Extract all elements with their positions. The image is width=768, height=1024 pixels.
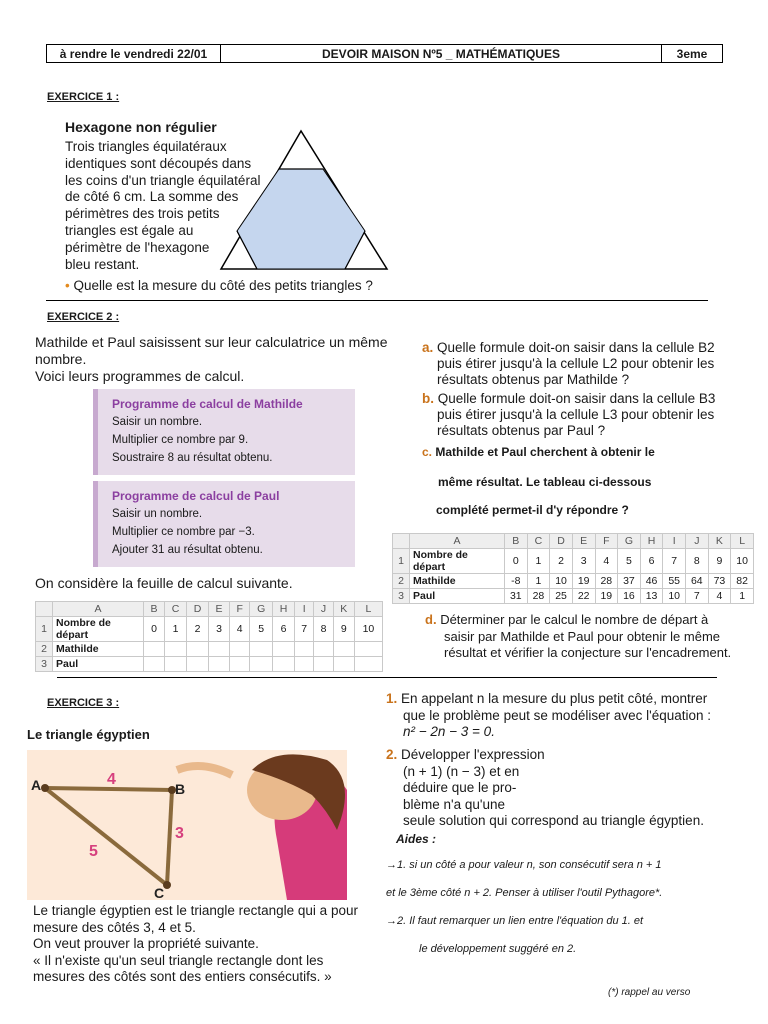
vertex-c-label: C — [154, 885, 165, 900]
text-line: résultats obtenus par Mathilde ? — [437, 372, 630, 388]
program-title: Programme de calcul de Mathilde — [112, 397, 303, 411]
cell: 4 — [595, 549, 618, 574]
aide-1: →1. si un côté a pour valeur n, son consécutif sera n + 1 — [386, 859, 662, 871]
question-1 — [386, 691, 736, 741]
cell: 28 — [595, 574, 618, 589]
col-header: D — [187, 602, 209, 617]
cell: 3 — [209, 617, 230, 642]
program-paul — [93, 481, 355, 567]
table-row — [393, 549, 754, 574]
text-line: mesures des côtés sont des entiers consécutifs. » — [33, 969, 332, 984]
cell: 73 — [708, 574, 731, 589]
cell: 82 — [731, 574, 754, 589]
cell: 7 — [295, 617, 314, 642]
row-label: Nombre de départ — [410, 549, 505, 574]
text-line: Mathilde et Paul saisissent sur leur calculatrice un même — [35, 334, 388, 350]
text-line: seule solution qui correspond au triangle égyptien. — [403, 813, 704, 828]
footnote: (*) rappel au verso — [608, 987, 691, 998]
table-row — [36, 617, 383, 642]
question-b — [422, 391, 742, 440]
text-line: (n + 1) (n − 3) et en — [403, 763, 520, 779]
cell: 3 — [572, 549, 595, 574]
exercise-1-question — [65, 278, 373, 293]
cell: 22 — [572, 589, 595, 604]
cell: 1 — [165, 617, 187, 642]
program-step: Saisir un nombre. — [112, 416, 203, 428]
col-header: G — [250, 602, 273, 617]
spreadsheet-left — [35, 601, 383, 672]
hexagon — [237, 169, 365, 269]
cell: 10 — [731, 549, 754, 574]
class-level: 3eme — [676, 46, 708, 61]
row-number: 1 — [36, 617, 53, 642]
table-row — [36, 657, 383, 672]
cell: 9 — [333, 617, 354, 642]
text-line: que le problème peut se modéliser avec l'équation : — [403, 707, 712, 723]
col-header: H — [273, 602, 295, 617]
col-header: I — [295, 602, 314, 617]
cell: 1 — [527, 574, 550, 589]
side-4-label: 4 — [107, 771, 116, 788]
col-header: F — [230, 602, 250, 617]
text-line: triangles est égale au — [65, 222, 194, 238]
text-line: bleu restant. — [65, 256, 140, 272]
cell: 64 — [686, 574, 709, 589]
cell: 0 — [505, 549, 528, 574]
col-header: L — [354, 602, 382, 617]
cell: 1 — [731, 589, 754, 604]
cell: 10 — [550, 574, 573, 589]
cell: 4 — [708, 589, 731, 604]
question-number: 2. — [386, 747, 398, 762]
question-letter: c. — [422, 445, 433, 459]
equation: n² − 2n − 3 = 0. — [403, 724, 495, 739]
program-step: Ajouter 31 au résultat obtenu. — [112, 544, 263, 556]
col-header: D — [550, 534, 573, 549]
text-line: On veut prouver la propriété suivante. — [33, 936, 259, 951]
text-line: Quelle formule doit-on saisir dans la cellule B2 — [437, 340, 715, 355]
question-letter: d. — [425, 612, 437, 627]
text-line: Quelle formule doit-on saisir dans la cellule B3 — [437, 391, 716, 406]
text-line: de côté 6 cm. La somme des — [65, 189, 239, 205]
question-d — [425, 612, 755, 662]
side-3-label: 3 — [175, 825, 184, 842]
program-title: Programme de calcul de Paul — [112, 489, 280, 503]
text-line: identiques sont découpés dans — [65, 155, 252, 171]
column-header-row — [36, 602, 383, 617]
divider — [57, 677, 717, 678]
text-line: Développer l'expression — [401, 747, 545, 762]
cell: 10 — [354, 617, 382, 642]
text-line: Mathilde et Paul cherchent à obtenir le — [435, 445, 655, 459]
cell: 37 — [618, 574, 641, 589]
text-line: Trois triangles équilatéraux — [65, 139, 227, 154]
program-step: Multiplier ce nombre par −3. — [112, 526, 255, 538]
text-line: Le triangle égyptien est le triangle rectangle qui a pour — [33, 903, 358, 918]
cell: 8 — [686, 549, 709, 574]
cell: 5 — [618, 549, 641, 574]
col-header: J — [686, 534, 709, 549]
row-label: Paul — [410, 589, 505, 604]
program-step: Soustraire 8 au résultat obtenu. — [112, 452, 273, 464]
cell: 6 — [273, 617, 295, 642]
row-label: Mathilde — [410, 574, 505, 589]
cell: 19 — [595, 589, 618, 604]
exercise-1-label: EXERCICE 1 : — [47, 91, 120, 103]
col-header: H — [640, 534, 663, 549]
question-c — [422, 445, 655, 459]
aide-2b: le développement suggéré en 2. — [419, 943, 577, 955]
col-header: B — [505, 534, 528, 549]
sheet-intro: On considère la feuille de calcul suivante. — [35, 575, 293, 591]
cell: 0 — [144, 617, 165, 642]
cell: 7 — [663, 549, 686, 574]
program-mathilde — [93, 389, 355, 475]
cell: 10 — [663, 589, 686, 604]
divider — [46, 300, 708, 301]
text-line: Voici leurs programmes de calcul. — [35, 368, 245, 384]
cell: 46 — [640, 574, 663, 589]
col-header: B — [144, 602, 165, 617]
cell: 8 — [314, 617, 333, 642]
col-header: E — [572, 534, 595, 549]
row-label: Paul — [53, 657, 144, 672]
table-row — [36, 642, 383, 657]
col-header: L — [731, 534, 754, 549]
col-header: C — [527, 534, 550, 549]
column-header-row — [393, 534, 754, 549]
question-a — [422, 340, 742, 389]
col-header: A — [53, 602, 144, 617]
row-number: 3 — [393, 589, 410, 604]
question-number: 1. — [386, 691, 398, 706]
question-letter: a. — [422, 340, 434, 355]
row-number: 2 — [36, 642, 53, 657]
cell: 55 — [663, 574, 686, 589]
cell: 19 — [572, 574, 595, 589]
row-label: Nombre de départ — [53, 617, 144, 642]
cell: 2 — [550, 549, 573, 574]
text-line: même résultat. Le tableau ci-dessous — [438, 475, 652, 489]
text-line: puis étirer jusqu'à la cellule L2 pour obtenir les — [437, 356, 715, 372]
text-line: résultat et vérifier la conjecture sur l'encadrement. — [444, 645, 732, 660]
text-line: complété permet-il d'y répondre ? — [436, 503, 629, 517]
exercise-2-intro — [35, 334, 395, 385]
cell: 13 — [640, 589, 663, 604]
text-line: puis étirer jusqu'à la cellule L3 pour obtenir les — [437, 407, 715, 423]
exercise-2-label: EXERCICE 2 : — [47, 311, 120, 323]
col-header: A — [410, 534, 505, 549]
table-row — [393, 589, 754, 604]
aide-1b: et le 3ème côté n + 2. Penser à utiliser l'outil Pythagore*. — [386, 887, 663, 899]
text-line: déduire que le pro- — [403, 780, 517, 795]
cell: 6 — [640, 549, 663, 574]
exercise-1-title: Hexagone non régulier — [65, 119, 217, 135]
exercise-3-description — [33, 903, 373, 986]
program-step: Multiplier ce nombre par 9. — [112, 434, 249, 446]
text-line: résultats obtenus par Paul ? — [437, 423, 606, 439]
header-table — [46, 44, 723, 63]
text-line: les coins d'un triangle équilatéral — [65, 172, 261, 188]
page-title: DEVOIR MAISON Nº5 _ MATHÉMATIQUES — [221, 45, 662, 62]
text-line: blème n'a qu'une — [403, 796, 505, 812]
cell: 31 — [505, 589, 528, 604]
col-header: K — [708, 534, 731, 549]
vertex-b-label: B — [175, 781, 186, 797]
cell: -8 — [505, 574, 528, 589]
text-line: périmètres des trois petits — [65, 206, 220, 222]
question-text: Quelle est la mesure du côté des petits triangles ? — [73, 278, 373, 293]
cell: 16 — [618, 589, 641, 604]
table-row — [393, 574, 754, 589]
text-line: nombre. — [35, 351, 87, 367]
col-header: E — [209, 602, 230, 617]
hexagon-figure — [215, 127, 395, 273]
col-header: G — [618, 534, 641, 549]
row-number: 1 — [393, 549, 410, 574]
text-line: périmètre de l'hexagone — [65, 239, 210, 255]
col-header: J — [314, 602, 333, 617]
question-2 — [386, 747, 731, 830]
side-5-label: 5 — [89, 843, 98, 860]
spreadsheet-right — [392, 533, 754, 604]
program-step: Saisir un nombre. — [112, 508, 203, 520]
cell: 9 — [708, 549, 731, 574]
due-date: à rendre le vendredi 22/01 — [47, 45, 221, 62]
egyptian-triangle-figure — [27, 750, 347, 900]
exercise-3-title: Le triangle égyptien — [27, 727, 150, 742]
cell: 2 — [187, 617, 209, 642]
cell: 1 — [527, 549, 550, 574]
text-line: mesure des côtés 3, 4 et 5. — [33, 919, 196, 935]
question-letter: b. — [422, 391, 434, 406]
row-number: 2 — [393, 574, 410, 589]
exercise-3-label: EXERCICE 3 : — [47, 697, 120, 709]
cell: 7 — [686, 589, 709, 604]
cell: 25 — [550, 589, 573, 604]
col-header: F — [595, 534, 618, 549]
text-line: En appelant n la mesure du plus petit côté, montrer — [401, 691, 708, 706]
col-header: K — [333, 602, 354, 617]
text-line: « Il n'existe qu'un seul triangle rectangle dont les — [33, 952, 324, 968]
col-header: I — [663, 534, 686, 549]
vertex-a-label: A — [31, 777, 42, 793]
cell: 28 — [527, 589, 550, 604]
aides-title: Aides : — [396, 832, 437, 846]
text-line: saisir par Mathilde et Paul pour obtenir le même — [444, 628, 721, 644]
row-label: Mathilde — [53, 642, 144, 657]
aide-2: →2. Il faut remarquer un lien entre l'équation du 1. et — [386, 915, 644, 927]
col-header: C — [165, 602, 187, 617]
bullet-icon: • — [65, 278, 70, 293]
cell: 4 — [230, 617, 250, 642]
row-number: 3 — [36, 657, 53, 672]
cell: 5 — [250, 617, 273, 642]
text-line: Déterminer par le calcul le nombre de départ à — [440, 612, 709, 627]
